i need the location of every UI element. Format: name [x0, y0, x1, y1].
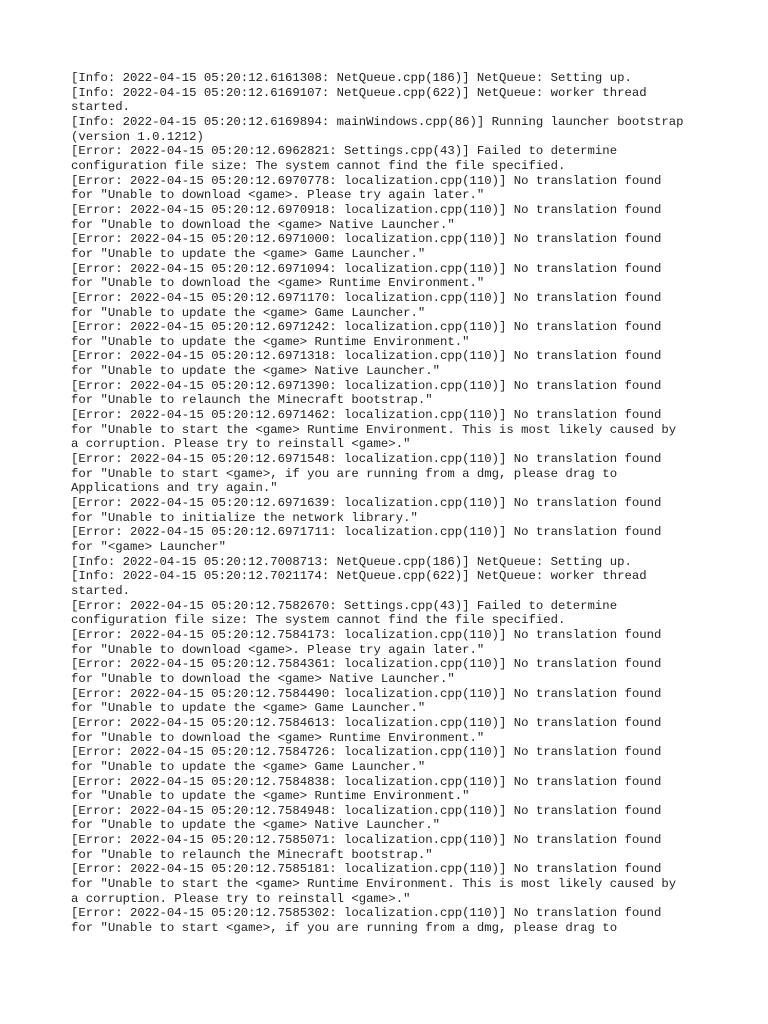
log-line: for "Unable to download the <game> Runtime Environment.": [71, 730, 485, 745]
log-line: [Error: 2022-04-15 05:20:12.7582670: Settings.cpp(43)] Failed to determine: [71, 598, 618, 613]
log-line: [Error: 2022-04-15 05:20:12.6971711: localization.cpp(110)] No translation found: [71, 525, 662, 540]
log-line: [Error: 2022-04-15 05:20:12.7584948: localization.cpp(110)] No translation found: [71, 803, 662, 818]
log-line: a corruption. Please try to reinstall <game>.": [71, 437, 411, 452]
log-line: [Error: 2022-04-15 05:20:12.7584173: localization.cpp(110)] No translation found: [71, 627, 662, 642]
log-line: [Error: 2022-04-15 05:20:12.6970778: localization.cpp(110)] No translation found: [71, 173, 662, 188]
log-line: [Error: 2022-04-15 05:20:12.7584361: localization.cpp(110)] No translation found: [71, 657, 662, 672]
log-line: for "Unable to start <game>, if you are running from a dmg, please drag to: [71, 466, 618, 481]
log-line: [Info: 2022-04-15 05:20:12.6169107: NetQueue.cpp(622)] NetQueue: worker thread: [71, 85, 647, 100]
log-line: [Error: 2022-04-15 05:20:12.6971318: localization.cpp(110)] No translation found: [71, 349, 662, 364]
log-line: [Error: 2022-04-15 05:20:12.7584838: localization.cpp(110)] No translation found: [71, 774, 662, 789]
log-line: [Error: 2022-04-15 05:20:12.6962821: Settings.cpp(43)] Failed to determine: [71, 144, 618, 159]
log-line: [Error: 2022-04-15 05:20:12.6971462: localization.cpp(110)] No translation found: [71, 408, 662, 423]
log-line: Applications and try again.": [71, 481, 278, 496]
log-line: [Error: 2022-04-15 05:20:12.6971170: localization.cpp(110)] No translation found: [71, 290, 662, 305]
log-line: [Error: 2022-04-15 05:20:12.6970918: localization.cpp(110)] No translation found: [71, 202, 662, 217]
log-line: [Error: 2022-04-15 05:20:12.7585181: localization.cpp(110)] No translation found: [71, 862, 662, 877]
log-line: [Error: 2022-04-15 05:20:12.6971094: localization.cpp(110)] No translation found: [71, 261, 662, 276]
log-line: for "Unable to update the <game> Native Launcher.": [71, 818, 440, 833]
log-line: [Error: 2022-04-15 05:20:12.7584613: localization.cpp(110)] No translation found: [71, 715, 662, 730]
log-line: for "Unable to update the <game> Game Launcher.": [71, 701, 426, 716]
log-line: configuration file size: The system cannot find the file specified.: [71, 613, 566, 628]
log-text: [71, 71, 701, 936]
log-line: for "Unable to update the <game> Game Launcher.": [71, 246, 426, 261]
log-line: [Error: 2022-04-15 05:20:12.7585302: localization.cpp(110)] No translation found: [71, 906, 662, 921]
log-line: [Error: 2022-04-15 05:20:12.6971548: localization.cpp(110)] No translation found: [71, 452, 662, 467]
log-line: for "Unable to start <game>, if you are running from a dmg, please drag to: [71, 921, 618, 936]
log-line: [Error: 2022-04-15 05:20:12.6971639: localization.cpp(110)] No translation found: [71, 496, 662, 511]
log-line: [Info: 2022-04-15 05:20:12.6169894: mainWindows.cpp(86)] Running launcher bootstrap: [71, 114, 684, 129]
log-line: for "Unable to relaunch the Minecraft bootstrap.": [71, 847, 433, 862]
log-line: [Error: 2022-04-15 05:20:12.7584726: localization.cpp(110)] No translation found: [71, 745, 662, 760]
log-line: [Error: 2022-04-15 05:20:12.7585071: localization.cpp(110)] No translation found: [71, 833, 662, 848]
log-line: a corruption. Please try to reinstall <game>.": [71, 891, 411, 906]
log-line: for "Unable to update the <game> Game Launcher.": [71, 305, 426, 320]
log-line: [Info: 2022-04-15 05:20:12.7008713: NetQueue.cpp(186)] NetQueue: Setting up.: [71, 554, 632, 569]
log-line: [Error: 2022-04-15 05:20:12.6971390: localization.cpp(110)] No translation found: [71, 378, 662, 393]
log-line: for "Unable to download <game>. Please try again later.": [71, 642, 485, 657]
log-line: started.: [71, 583, 131, 598]
log-line: (version 1.0.1212): [71, 129, 204, 144]
log-line: [Error: 2022-04-15 05:20:12.7584490: localization.cpp(110)] No translation found: [71, 686, 662, 701]
log-line: for "<game> Launcher": [71, 540, 226, 554]
log-line: for "Unable to download the <game> Native Launcher.": [71, 217, 455, 232]
log-line: for "Unable to download the <game> Native Launcher.": [71, 671, 455, 686]
log-line: for "Unable to update the <game> Runtime Environment.": [71, 334, 470, 349]
log-line: for "Unable to download the <game> Runtime Environment.": [71, 276, 485, 291]
log-line: for "Unable to update the <game> Game Launcher.": [71, 759, 426, 774]
log-line: configuration file size: The system cannot find the file specified.: [71, 158, 566, 173]
log-line: started.: [71, 100, 131, 115]
log-line: for "Unable to update the <game> Native Launcher.": [71, 364, 440, 379]
log-line: for "Unable to download <game>. Please try again later.": [71, 188, 485, 203]
log-line: [Error: 2022-04-15 05:20:12.6971000: localization.cpp(110)] No translation found: [71, 232, 662, 247]
log-line: for "Unable to start the <game> Runtime Environment. This is most likely caused by: [71, 877, 677, 892]
log-line: for "Unable to update the <game> Runtime Environment.": [71, 789, 470, 804]
log-line: for "Unable to start the <game> Runtime Environment. This is most likely caused by: [71, 422, 677, 437]
log-line: for "Unable to relaunch the Minecraft bootstrap.": [71, 393, 433, 408]
log-line: [Info: 2022-04-15 05:20:12.7021174: NetQueue.cpp(622)] NetQueue: worker thread: [71, 569, 647, 584]
log-line: for "Unable to initialize the network library.": [71, 510, 418, 525]
log-line: [Info: 2022-04-15 05:20:12.6161308: NetQueue.cpp(186)] NetQueue: Setting up.: [71, 71, 632, 85]
log-line: [Error: 2022-04-15 05:20:12.6971242: localization.cpp(110)] No translation found: [71, 320, 662, 335]
